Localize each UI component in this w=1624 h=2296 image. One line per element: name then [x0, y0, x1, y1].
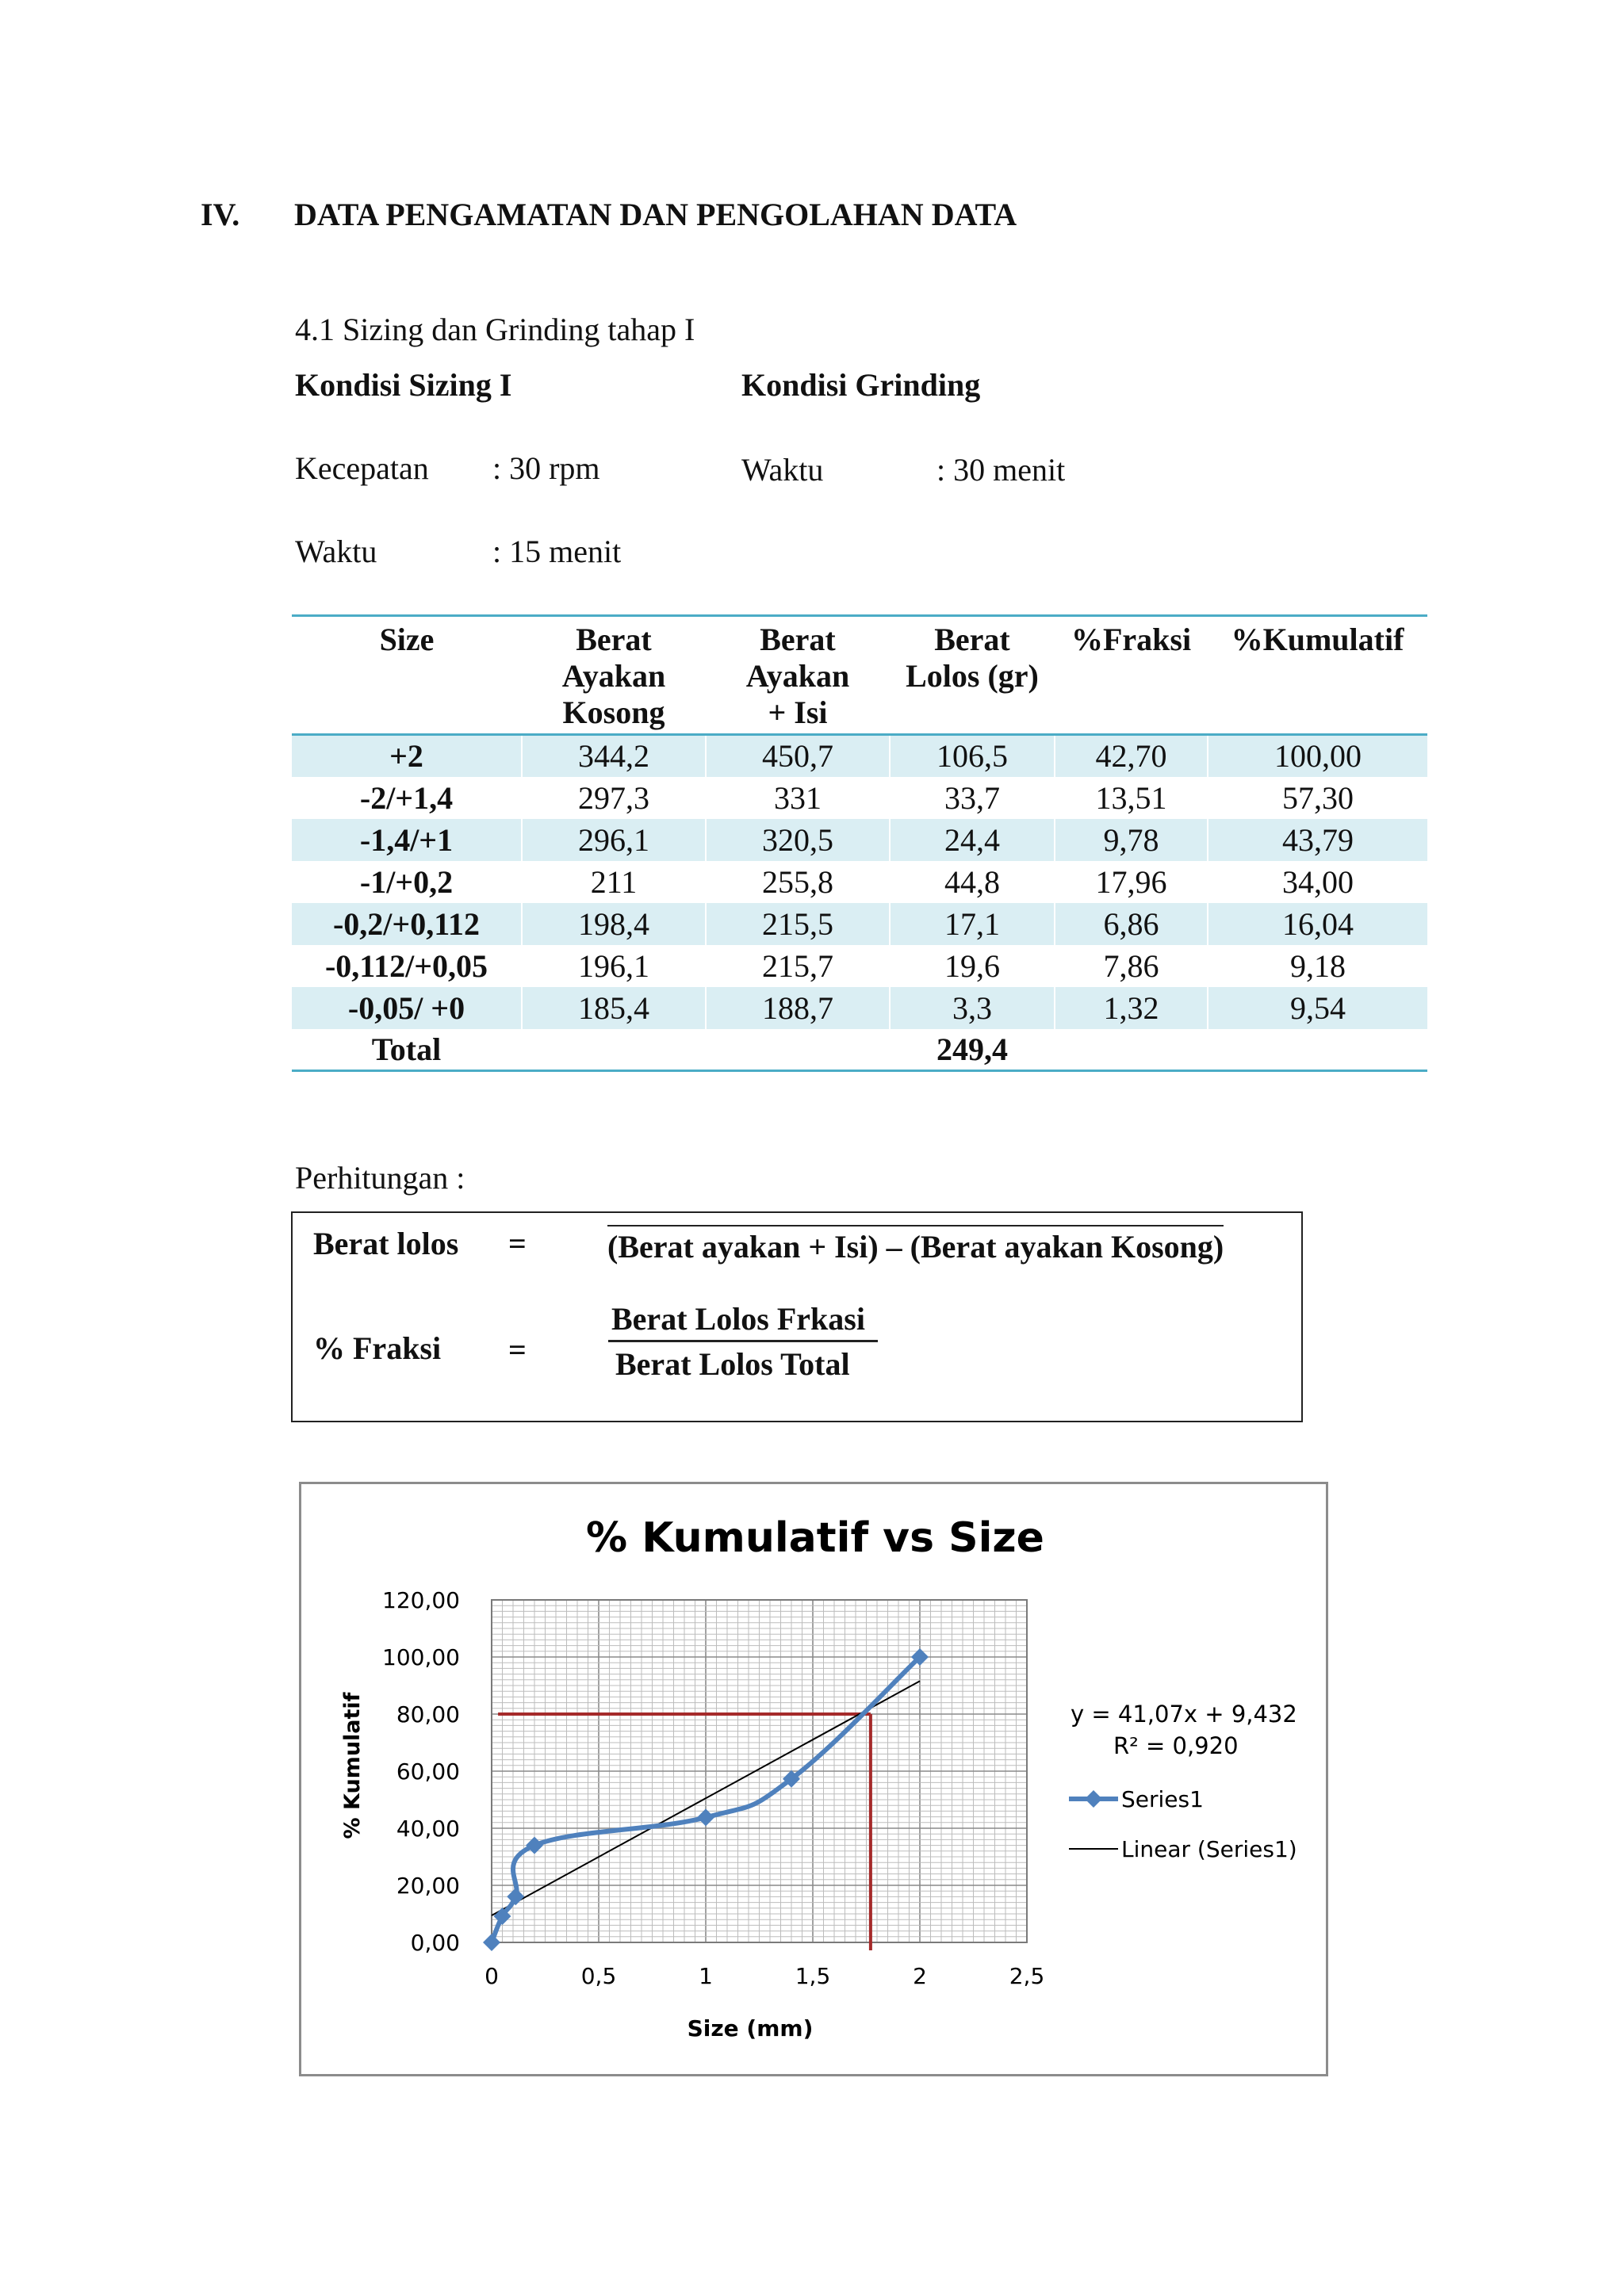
header-size: Size	[379, 622, 435, 657]
sizing-time-value: : 15 menit	[492, 534, 622, 569]
cell: 42,70	[1055, 735, 1208, 777]
y-tick-label: 60,00	[396, 1758, 460, 1785]
section-number: IV.	[201, 197, 240, 232]
cell-size: -1,4/+1	[292, 819, 522, 861]
table-row	[292, 819, 1427, 861]
subsection-title: 4.1 Sizing dan Grinding tahap I	[295, 312, 695, 347]
cell: 450,7	[706, 735, 890, 777]
cell-size: -0,05/ +0	[292, 987, 522, 1029]
cell	[1055, 1029, 1208, 1071]
total-label: Total	[371, 1031, 442, 1067]
cell: 320,5	[706, 819, 890, 861]
cell: 17,96	[1055, 861, 1208, 903]
cell: 296,1	[522, 819, 706, 861]
perhitungan-label: Perhitungan :	[295, 1160, 465, 1196]
cell: 34,00	[1208, 861, 1427, 903]
cell: 1,32	[1055, 987, 1208, 1029]
legend-series1-marker	[1085, 1790, 1102, 1808]
total-value: 249,4	[890, 1029, 1055, 1071]
y-tick-label: 20,00	[396, 1873, 460, 1899]
cell: 17,1	[890, 903, 1055, 945]
cell: 188,7	[706, 987, 890, 1029]
cell: 198,4	[522, 903, 706, 945]
x-tick-label: 1	[699, 1963, 713, 1989]
trendline-equation: y = 41,07x + 9,432	[1071, 1701, 1297, 1728]
cell: 100,00	[1208, 735, 1427, 777]
berat-lolos-label: Berat lolos	[313, 1226, 459, 1261]
kumulatif-vs-size-chart	[301, 1484, 1326, 2074]
cell-size: -1/+0,2	[359, 863, 454, 900]
sizing-speed-label: Kecepatan	[295, 450, 429, 486]
grinding-title: Kondisi Grinding	[741, 367, 981, 403]
header-berat-ayakan-isi: Berat Ayakan + Isi	[745, 622, 850, 730]
header-fraksi: %Fraksi	[1071, 622, 1192, 657]
fraksi-denominator: Berat Lolos Total	[615, 1346, 850, 1382]
x-tick-label: 0	[485, 1963, 499, 1989]
cell: 9,54	[1208, 987, 1427, 1029]
table-total-row	[292, 1029, 1427, 1071]
sizing-title: Kondisi Sizing I	[295, 367, 512, 403]
cell: 215,5	[706, 903, 890, 945]
table-row	[292, 777, 1427, 819]
cell: 106,5	[890, 735, 1055, 777]
grinding-time-value: : 30 menit	[936, 452, 1066, 488]
fraction-bar	[608, 1340, 878, 1342]
cell: 57,30	[1208, 777, 1427, 819]
formula-box	[291, 1211, 1303, 1422]
sizing-time-label: Waktu	[295, 534, 377, 569]
y-tick-label: 0,00	[410, 1930, 460, 1956]
cell: 43,79	[1208, 819, 1427, 861]
cell	[522, 1029, 706, 1071]
cell: 9,18	[1208, 945, 1427, 987]
table-row	[292, 987, 1427, 1029]
x-axis-label: Size (mm)	[687, 2015, 814, 2042]
cell: 13,51	[1055, 777, 1208, 819]
cell-size: +2	[292, 735, 522, 777]
table-row	[292, 735, 1427, 777]
cell: 185,4	[522, 987, 706, 1029]
y-axis-label: % Kumulatif	[340, 1692, 365, 1839]
grinding-time-label: Waktu	[741, 452, 824, 488]
cell: 16,04	[1208, 903, 1427, 945]
x-tick-label: 1,5	[795, 1963, 831, 1989]
table-row	[292, 861, 1427, 903]
x-tick-label: 0,5	[580, 1963, 617, 1989]
chart-frame	[299, 1482, 1328, 2076]
legend-linear-label: Linear (Series1)	[1121, 1836, 1297, 1862]
x-tick-label: 2	[913, 1963, 927, 1989]
cell	[706, 1029, 890, 1071]
cell: 33,7	[890, 777, 1055, 819]
fraksi-label: % Fraksi	[313, 1330, 442, 1366]
fraksi-numerator: Berat Lolos Frkasi	[611, 1301, 865, 1337]
cell: 344,2	[522, 735, 706, 777]
y-tick-label: 100,00	[382, 1644, 460, 1670]
cell: 6,86	[1055, 903, 1208, 945]
chart-title: % Kumulatif vs Size	[586, 1514, 1044, 1562]
table-row	[292, 945, 1427, 987]
header-kumulatif: %Kumulatif	[1231, 622, 1404, 657]
y-tick-label: 40,00	[396, 1816, 460, 1842]
cell: 9,78	[1055, 819, 1208, 861]
cell: 24,4	[890, 819, 1055, 861]
y-tick-label: 80,00	[396, 1701, 460, 1728]
cell: 215,7	[706, 945, 890, 987]
berat-lolos-expression: (Berat ayakan + Isi) – (Berat ayakan Kosong)	[607, 1225, 1224, 1265]
cell: 297,3	[522, 777, 706, 819]
cell: 3,3	[890, 987, 1055, 1029]
cell: 255,8	[706, 861, 890, 903]
sieve-data-table	[292, 614, 1427, 1072]
equals-sign: =	[508, 1332, 527, 1368]
cell: 44,8	[890, 861, 1055, 903]
y-tick-label: 120,00	[382, 1587, 460, 1613]
section-heading	[201, 196, 1017, 233]
header-berat-ayakan-kosong: Berat Ayakan Kosong	[561, 622, 666, 730]
table-row	[292, 903, 1427, 945]
cell: 7,86	[1055, 945, 1208, 987]
cell-size: -2/+1,4	[359, 779, 454, 816]
x-tick-label: 2,5	[1009, 1963, 1045, 1989]
cell-size: -0,112/+0,05	[324, 947, 488, 984]
cell: 19,6	[890, 945, 1055, 987]
section-title: DATA PENGAMATAN DAN PENGOLAHAN DATA	[294, 197, 1017, 232]
cell: 211	[522, 861, 706, 903]
cell	[1208, 1029, 1427, 1071]
equals-sign: =	[508, 1226, 527, 1261]
trendline-r2: R² = 0,920	[1113, 1732, 1239, 1759]
sizing-speed-value: : 30 rpm	[492, 450, 600, 486]
header-berat-lolos: Berat Lolos (gr)	[906, 622, 1039, 694]
cell: 331	[706, 777, 890, 819]
legend-series1-label: Series1	[1121, 1786, 1204, 1812]
cell-size: -0,2/+0,112	[292, 903, 522, 945]
cell: 196,1	[522, 945, 706, 987]
